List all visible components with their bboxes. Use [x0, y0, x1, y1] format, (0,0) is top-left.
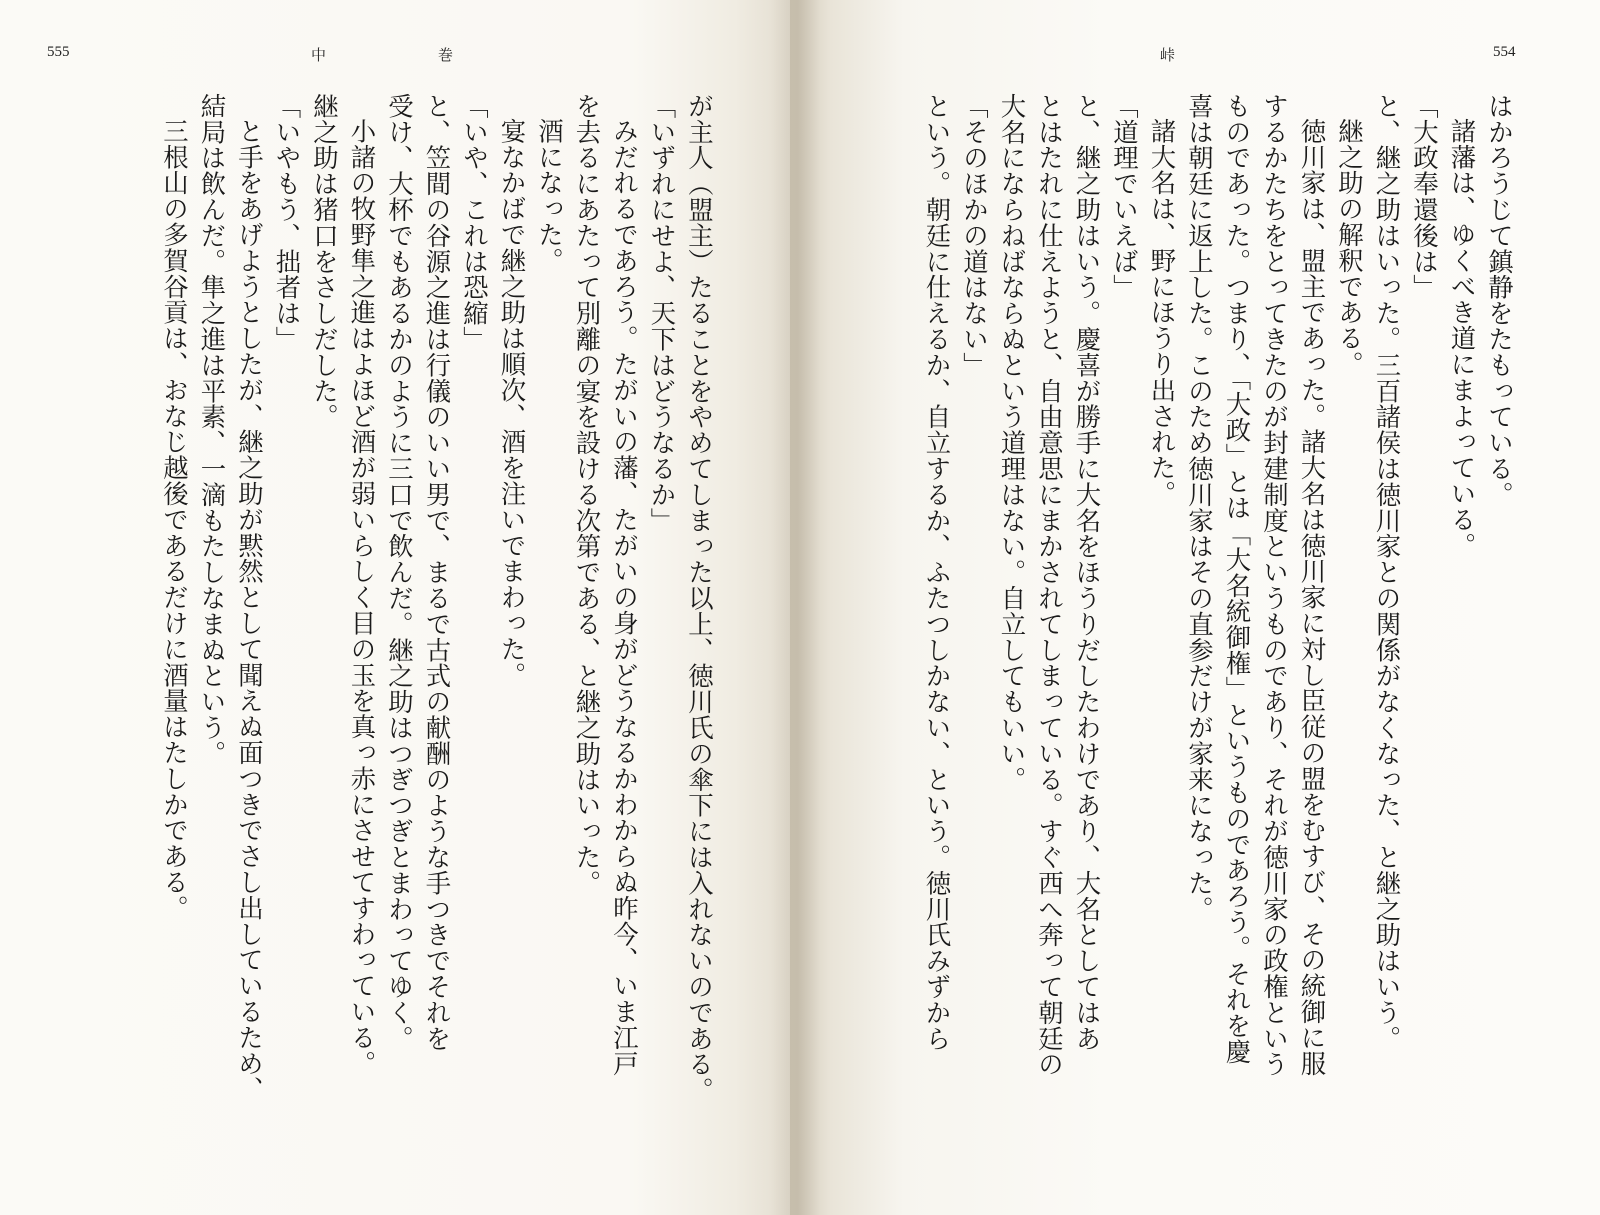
text-line: 継之助は猪口をさしだした。 [310, 93, 340, 430]
left-page [0, 0, 790, 1215]
right-page [790, 0, 1600, 1215]
text-line: 小諸の牧野隼之進はよほど酒が弱いらしく目の玉を真っ赤にさせてすわっている。 [347, 118, 378, 1077]
text-line: 結局は飲んだ。隼之進は平素、一滴もたしなまぬという。 [197, 93, 228, 767]
left-page-number: 555 [47, 44, 70, 60]
text-line: 「そのほかの道はない」 [960, 93, 990, 378]
left-running-header-1: 中 [311, 46, 327, 64]
text-line: するかたちをとってきたのが封建制度というものであり、それが徳川家の政権という [1260, 93, 1290, 1078]
text-line: を去るにあたって別離の宴を設ける次第である、と継之助はいった。 [572, 93, 603, 896]
text-line: 「いや、これは恐縮」 [460, 93, 490, 352]
right-running-header: 峠 [1160, 46, 1176, 64]
text-line: みだれるであろう。たがいの藩、たがいの身がどうなるかわからぬ昨今、いま江戸 [610, 118, 640, 1077]
left-page-body [56, 93, 718, 1173]
text-line: 「いずれにせよ、天下はどうなるか」 [647, 93, 678, 534]
text-line: と、継之助はいう。慶喜が勝手に大名をほうりだしたわけであり、大名としてはあ [1072, 93, 1103, 1052]
right-page-number: 554 [1493, 44, 1516, 60]
text-line: とはたれに仕えようと、自由意思にまかされてしまっている。すぐ西へ奔って朝廷の [1035, 93, 1065, 1078]
text-line: 「道理でいえば」 [1110, 93, 1140, 301]
text-line: 諸大名は、野にほうり出された。 [1147, 118, 1178, 507]
text-line: という。朝廷に仕えるか、自立するか、ふたつしかない、という。徳川氏みずから [922, 93, 953, 1052]
text-line: 「大政奉還後は」 [1410, 93, 1440, 301]
text-line: と、継之助はいった。三百諸侯は徳川家との関係がなくなった、と継之助はいう。 [1372, 93, 1403, 1052]
text-line: 宴なかばで継之助は順次、酒を注いでまわった。 [497, 118, 528, 688]
text-line: 受け、大杯でもあるかのように三口で飲んだ。継之助はつぎつぎとまわってゆく。 [385, 93, 415, 1052]
text-line: 徳川家は、盟主であった。諸大名は徳川家に対し臣従の盟をむすび、その統御に服 [1297, 118, 1328, 1077]
left-running-header-2: 巻 [438, 46, 454, 64]
text-line: が主人（盟主）たることをやめてしまった以上、徳川氏の傘下には入れないのである。 [685, 93, 715, 1104]
text-line: はかろうじて鎮静をたもっている。 [1485, 93, 1515, 508]
text-line: 喜は朝廷に返上した。このため徳川家はその直参だけが家来になった。 [1185, 93, 1215, 922]
text-line: 酒になった。 [535, 118, 565, 274]
text-line: 諸藩は、ゆくべき道にまよっている。 [1447, 118, 1478, 559]
right-page-body [836, 93, 1518, 1173]
text-line: と、笠間の谷源之進は行儀のいい男で、まるで古式の献酬のような手つきでそれを [422, 93, 453, 1052]
text-line: 三根山の多賀谷貢は、おなじ越後であるだけに酒量はたしかである。 [160, 118, 190, 921]
text-line: ものであった。つまり、「大政」とは「大名統御権」というものであろう。それを慶 [1222, 93, 1253, 1065]
text-line: 継之助の解釈である。 [1335, 118, 1365, 377]
text-line: と手をあげようとしたが、継之助が黙然として聞えぬ面つきでさし出しているため、 [235, 118, 265, 1103]
text-line: 「いやもう、拙者は」 [272, 93, 303, 352]
text-line: 大名にならねばならぬという道理はない。自立してもいい。 [997, 93, 1028, 793]
